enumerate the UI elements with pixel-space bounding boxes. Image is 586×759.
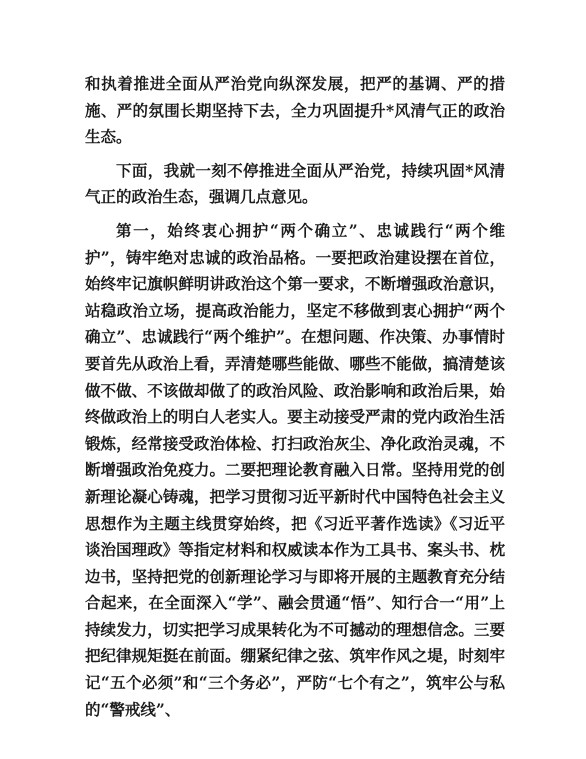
- paragraph-continuation: 和执着推进全面从严治党向纵深发展，把严的基调、严的措施、严的氛围长期坚持下去，全力巩固提升*风清气正的政治生态。: [85, 74, 505, 147]
- paragraph-first-point: 第一，始终衷心拥护“两个确立”、忠诚践行“两个维护”，铸牢绝对忠诚的政治品格。一要把政治建设摆在首位，始终牢记旗帜鲜明讲政治这个第一要求，不断增强政治意识，站稳政治立场，提高政治能力，坚定不移做到衷心拥护“两个确立”、忠诚践行“两个维护”。在想问题、作决策、办事情时要首先从政治上看，弄清楚哪些能做、哪些不能做，搞清楚该做不做、不该做却做了的政治风险、政治影响和政治后果，始终做政治上的明白人老实人。要主动接受严肃的党内政治生活锻炼，经常接受政治体检、打扫政治灰尘、净化政治灵魂，不断增强政治免疫力。二要把理论教育融入日常。坚持用党的创新理论凝心铸魂，把学习贯彻习近平新时代中国特色社会主义思想作为主题主线贯穿始终，把《习近平著作选读》《习近平谈治国理政》等指定材料和权威读本作为工具书、案头书、枕边书，坚持把党的创新理论学习与即将开展的主题教育充分结合起来，在全面深入“学”、融会贯通“悟”、知行合一“用”上持续发力，切实把学习成果转化为不可撼动的理想信念。三要把纪律规矩挺在前面。绷紧纪律之弦、筑牢作风之堤，时刻牢记“五个必须”和“三个务必”，严防“七个有之”，筑牢公与私的“警戒线”、: [85, 220, 505, 719]
- document-body: [85, 71, 505, 723]
- paragraph-intro: 下面，我就一刻不停推进全面从严治党，持续巩固*风清气正的政治生态，强调几点意见。: [85, 160, 505, 207]
